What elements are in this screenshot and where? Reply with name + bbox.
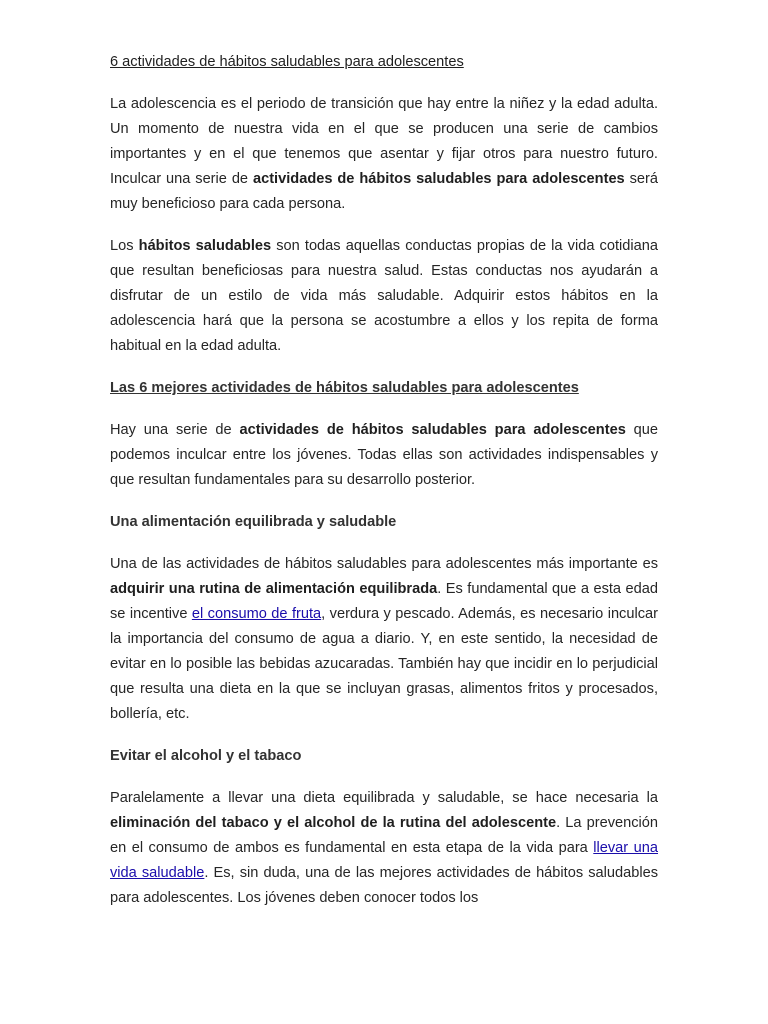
- section-food-text-c: , verdura y pescado. Además, es necesario inculcar la importancia del consumo de agua a diario. Y, en este sentido, la necesidad de evitar en lo posible las bebidas azucaradas. También hay que incidir en lo perjudicial que resulta una dieta en la que se incluyan grasas, alimentos fritos y procesados, bollería, etc.: [110, 606, 658, 722]
- section-main-text-a: Hay una serie de: [110, 422, 240, 438]
- section-main-paragraph: [110, 418, 658, 493]
- intro-p2-text-b: son todas aquellas conductas propias de la vida cotidiana que resultan beneficiosas para nuestra salud. Estas conductas nos ayudarán a disfrutar de un estilo de vida más saludable. Adquirir estos hábitos en la adolescencia hará que la persona se acostumbre a ellos y los repita de forma habitual en la edad adulta.: [110, 238, 658, 354]
- section-main-text-b: que podemos inculcar entre los jóvenes. Todas ellas son actividades indispensables y que resultan fundamentales para su desarrollo posterior.: [110, 422, 658, 488]
- section-alcohol-heading: Evitar el alcohol y el tabaco: [110, 748, 302, 764]
- section-alcohol-text-a: Paralelamente a llevar una dieta equilibrada y saludable, se hace necesaria la: [110, 790, 658, 806]
- section-main-heading: Las 6 mejores actividades de hábitos saludables para adolescentes: [110, 380, 579, 396]
- document-title: 6 actividades de hábitos saludables para adolescentes: [110, 54, 464, 70]
- section-food-heading: Una alimentación equilibrada y saludable: [110, 514, 397, 530]
- section-food-bold: adquirir una rutina de alimentación equilibrada: [110, 581, 438, 597]
- section-food-paragraph: [110, 552, 658, 727]
- intro-paragraph-2: [110, 234, 658, 359]
- intro-p2-text-a: Los: [110, 238, 139, 254]
- intro-paragraph-1: [110, 92, 658, 217]
- document-page: [110, 50, 658, 928]
- intro-p1-text-a: La adolescencia es el periodo de transición que hay entre la niñez y la edad adulta. Un momento de nuestra vida en el que se producen una serie de cambios importantes y en el que tenemos que asentar y fijar otros para nuestro futuro. Inculcar una serie de: [110, 96, 658, 187]
- section-alcohol-text-b: . La prevención en el consumo de ambos es fundamental en esta etapa de la vida para: [110, 815, 658, 856]
- section-alcohol-bold: eliminación del tabaco y el alcohol de la rutina del adolescente: [110, 815, 557, 831]
- intro-p1-bold: actividades de hábitos saludables para adolescentes: [252, 171, 625, 187]
- section-food-text-a: Una de las actividades de hábitos saludables para adolescentes más importante es: [110, 556, 658, 572]
- section-main-bold: actividades de hábitos saludables para adolescentes: [239, 422, 626, 438]
- healthy-life-link[interactable]: llevar una vida saludable: [110, 840, 658, 881]
- section-alcohol-text-c: . Es, sin duda, una de las mejores actividades de hábitos saludables para adolescentes. Los jóvenes deben conocer todos los: [110, 865, 658, 906]
- fruit-consumption-link[interactable]: el consumo de fruta: [191, 606, 322, 622]
- section-food-text-b: . Es fundamental que a esta edad se incentive: [110, 581, 658, 622]
- section-alcohol-paragraph: [110, 786, 658, 911]
- intro-p1-text-b: será muy beneficioso para cada persona.: [110, 171, 658, 212]
- intro-p2-bold: hábitos saludables: [138, 238, 272, 254]
